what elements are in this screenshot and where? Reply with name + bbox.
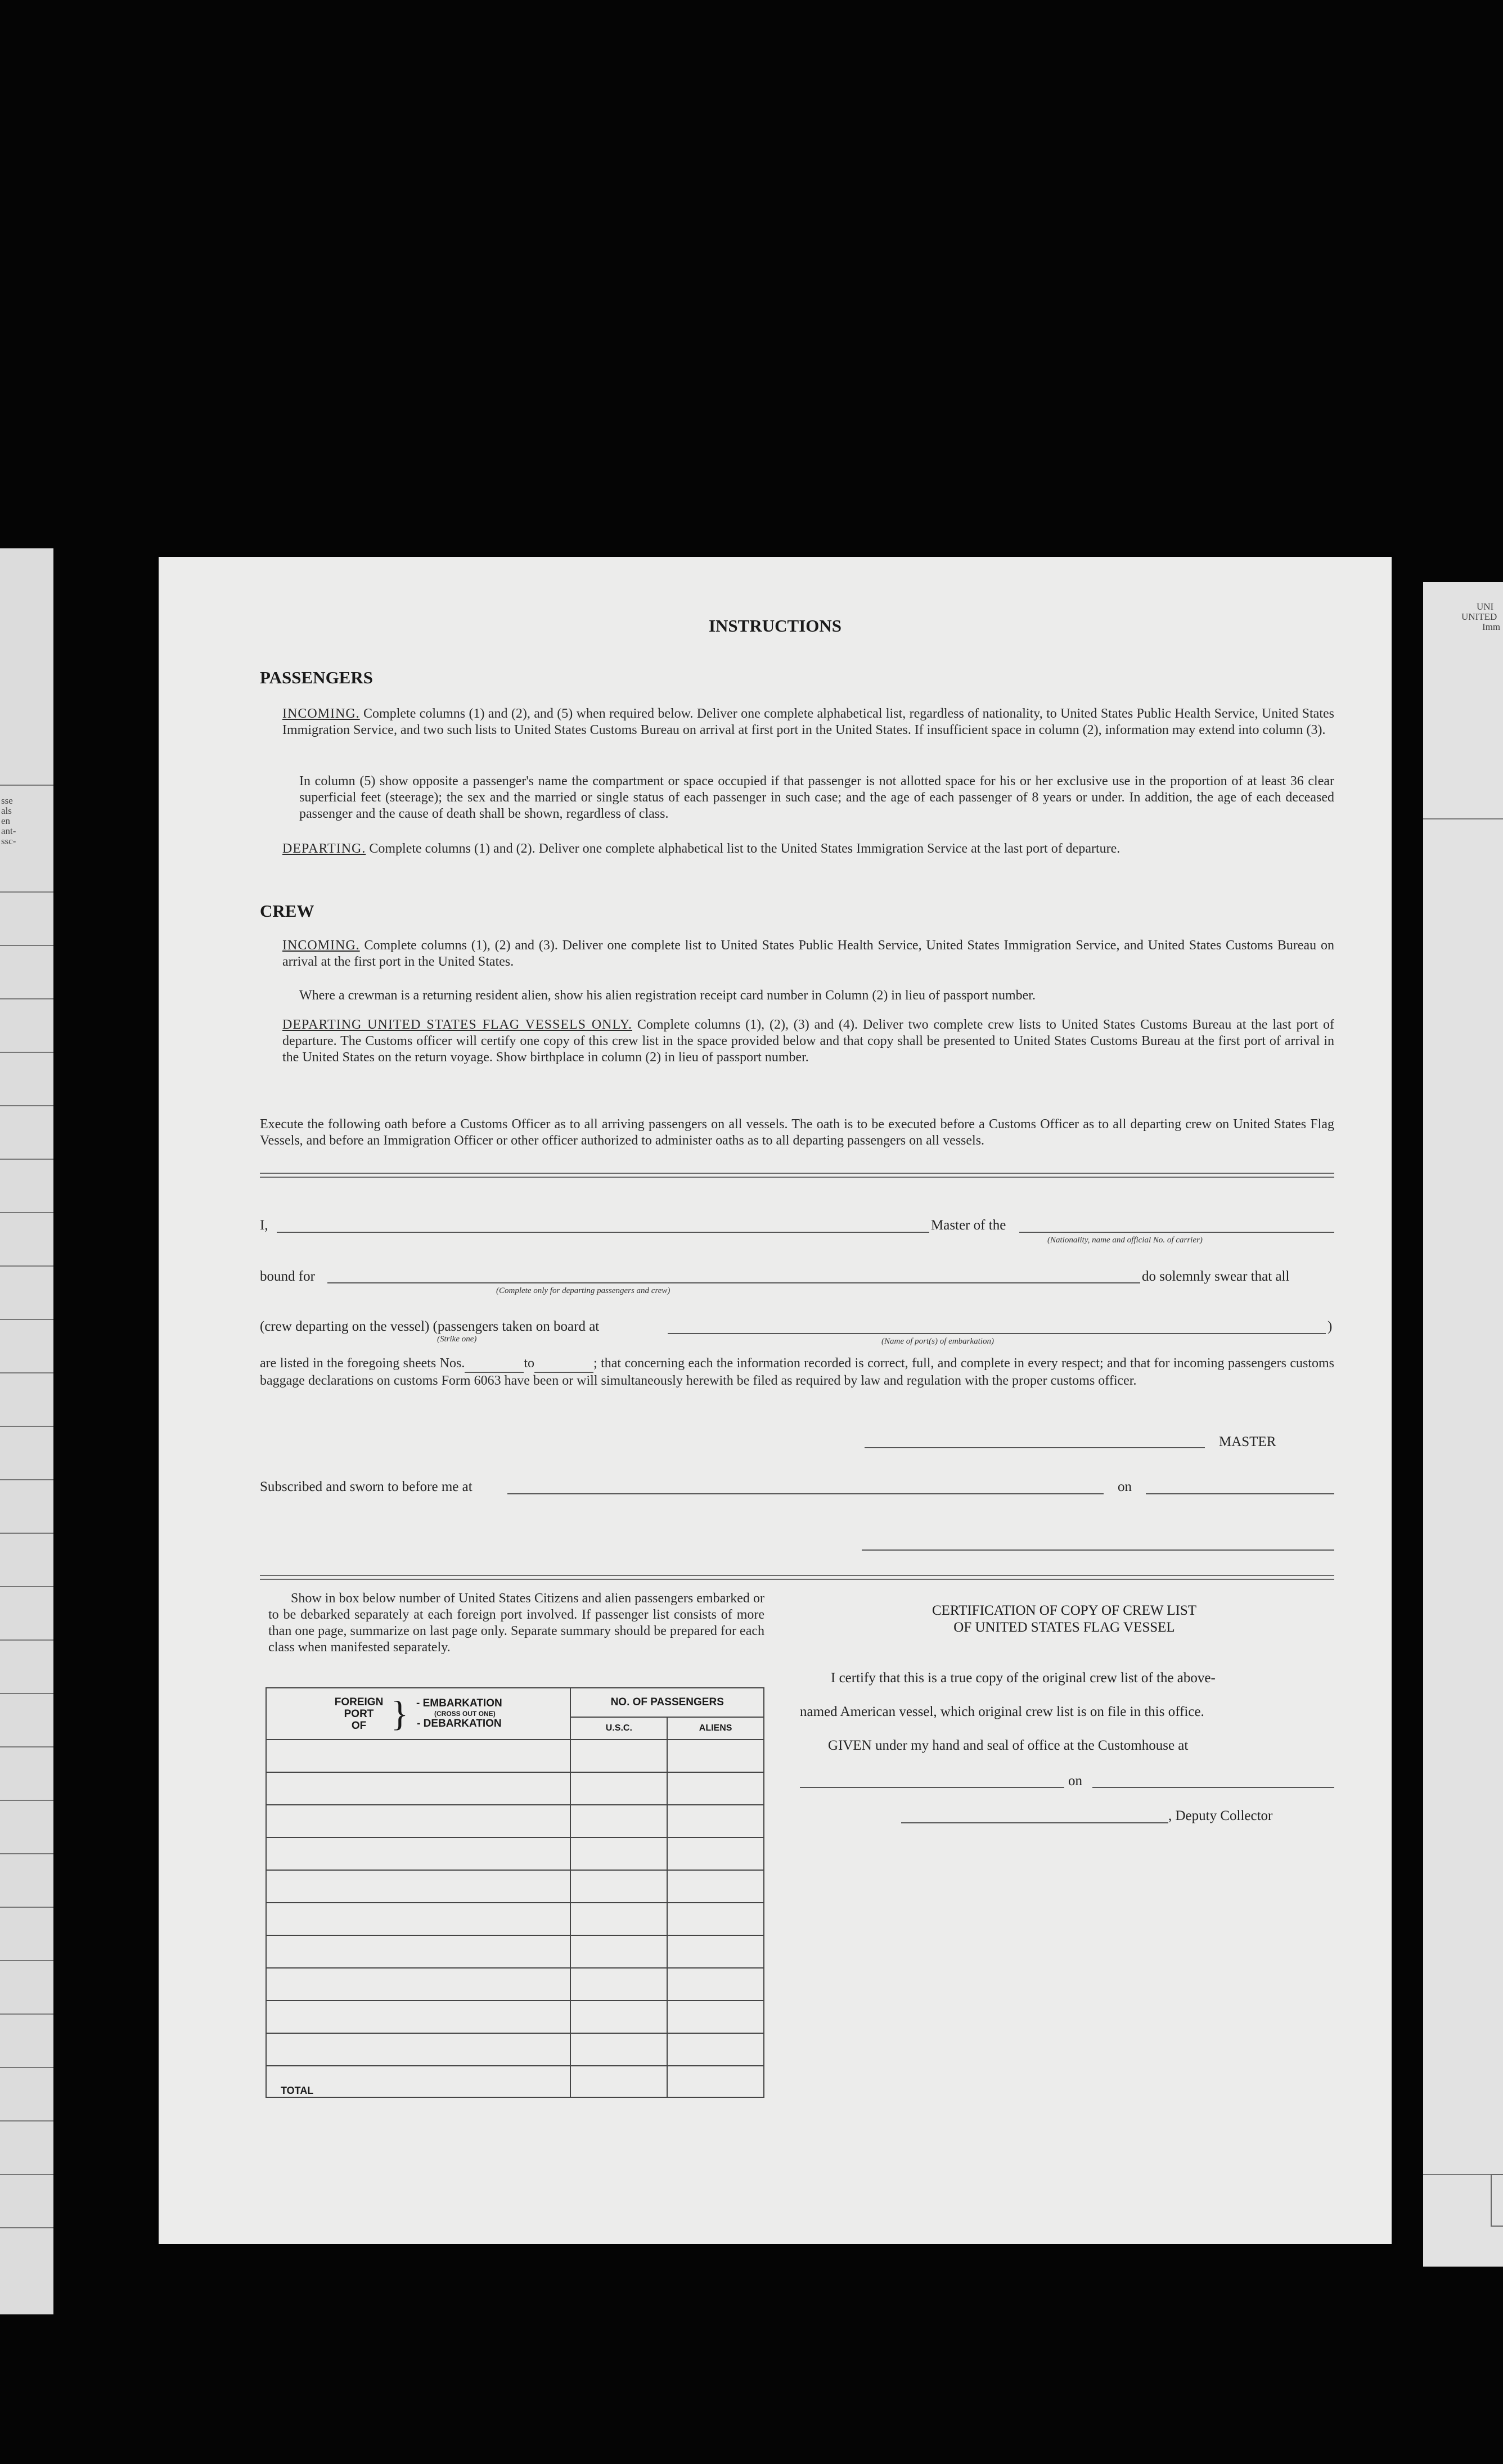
debarkation-header: - DEBARKATION <box>417 1718 502 1729</box>
port-cell[interactable] <box>266 1772 570 1805</box>
cross-out-note: (CROSS OUT ONE) <box>434 1710 496 1718</box>
close-paren: ) <box>1328 1319 1333 1334</box>
usc-cell[interactable] <box>570 1870 667 1903</box>
passengers-heading: PASSENGERS <box>260 668 373 687</box>
usc-cell[interactable] <box>570 1968 667 2001</box>
port-header-cell <box>266 1688 570 1740</box>
left-sheet-rule <box>0 1159 53 1160</box>
left-sheet-rule <box>0 1693 53 1694</box>
aliens-total-cell[interactable] <box>667 2066 764 2097</box>
left-sheet-rule <box>0 1800 53 1801</box>
left-sheet-rule <box>0 2174 53 2175</box>
usc-cell[interactable] <box>570 1772 667 1805</box>
left-sheet-rule <box>0 2120 53 2121</box>
port-cell[interactable] <box>266 1903 570 1935</box>
section-divider <box>260 1579 1334 1580</box>
certify-line1: I certify that this is a true copy of the original crew list of the above- <box>831 1670 1216 1686</box>
crew-departing-paragraph <box>282 1017 1334 1066</box>
oath-i-label: I, <box>260 1218 268 1233</box>
passengers-column5-paragraph: In column (5) show opposite a passenger's name the compartment or space occupied if that passenger is not allotted space for his or her exclusive use in the proportion of at least 36 clear superficial feet (steerage); the sex and the married or single status of each passenger in such case; and the age of each passenger of 8 years or under. In addition, the age of each deceased passenger and the cause of death shall be shown, regardless of class. <box>299 774 1334 821</box>
crew-incoming-label: INCOMING. <box>282 938 360 953</box>
usc-cell[interactable] <box>570 2001 667 2033</box>
to-word: to <box>524 1356 535 1371</box>
sworn-place-line[interactable] <box>507 1493 1104 1494</box>
cert-date-line[interactable] <box>1092 1787 1334 1788</box>
port-cell[interactable] <box>266 1870 570 1903</box>
total-label: TOTAL <box>266 2066 570 2097</box>
certification-title-line2: OF UNITED STATES FLAG VESSEL <box>953 1620 1175 1635</box>
crew-passengers-text: (crew departing on the vessel) (passengers taken on board at <box>260 1319 600 1334</box>
aliens-cell[interactable] <box>667 1772 764 1805</box>
right-sheet-box <box>1491 2174 1503 2227</box>
left-sheet-rule <box>0 2227 53 2228</box>
passengers-incoming-paragraph <box>282 706 1334 738</box>
sheet-from-line[interactable] <box>465 1355 524 1373</box>
left-sheet-rule <box>0 1319 53 1320</box>
right-sheet-fragment: UNI <box>1477 601 1494 612</box>
left-sheet-rule <box>0 891 53 893</box>
passengers-departing-text: Complete columns (1) and (2). Deliver one complete alphabetical list to the United States Immigration Service at the last port of departure. <box>366 841 1120 856</box>
listed-rest: ; that concerning each the information recorded is correct, full, and complete in every respect; and that for incoming passengers customs baggage declarations on customs Form 6063 have been or will simultaneously herewith be filed as required by law and regulation with the proper customs officer. <box>260 1356 1334 1388</box>
passengers-incoming-label: INCOMING. <box>282 706 360 721</box>
port-cell[interactable] <box>266 2001 570 2033</box>
certify-line2: named American vessel, which original crew list is on file in this office. <box>800 1704 1204 1719</box>
listed-prefix: are listed in the foregoing sheets Nos. <box>260 1356 465 1371</box>
aliens-cell[interactable] <box>667 1870 764 1903</box>
passengers-departing-label: DEPARTING. <box>282 841 366 856</box>
left-sheet-rule <box>0 1479 53 1480</box>
port-cell[interactable] <box>266 1740 570 1772</box>
sworn-date-line[interactable] <box>1146 1493 1334 1494</box>
left-sheet-rule <box>0 998 53 999</box>
aliens-cell[interactable] <box>667 1935 764 1968</box>
left-sheet-fragment: ant- <box>1 826 16 836</box>
master-of-label: Master of the <box>931 1218 1006 1233</box>
nationality-caption: (Nationality, name and official No. of carrier) <box>1047 1236 1203 1245</box>
usc-header: U.S.C. <box>570 1717 667 1740</box>
left-sheet-rule <box>0 945 53 946</box>
bound-for-line[interactable] <box>327 1282 1140 1283</box>
given-text: GIVEN under my hand and seal of office at the Customhouse at <box>828 1738 1189 1753</box>
left-sheet-rule <box>0 2067 53 2068</box>
port-cell[interactable] <box>266 1837 570 1870</box>
deputy-collector-label: , Deputy Collector <box>1168 1808 1273 1823</box>
crew-incoming-paragraph <box>282 938 1334 970</box>
aliens-cell[interactable] <box>667 1805 764 1837</box>
left-sheet-rule <box>0 1853 53 1854</box>
section-divider <box>260 1173 1334 1174</box>
port-cell[interactable] <box>266 1968 570 2001</box>
left-sheet-rule <box>0 1212 53 1213</box>
master-label: MASTER <box>1219 1434 1276 1449</box>
port-cell[interactable] <box>266 1935 570 1968</box>
left-sheet-rule <box>0 1533 53 1534</box>
left-sheet-fragment: ssc- <box>1 836 16 846</box>
aliens-cell[interactable] <box>667 1837 764 1870</box>
crew-departing-text: Complete columns (1), (2), (3) and (4). Deliver two complete crew lists to United States Customs Bureau at the last port of departure. The Customs officer will certify one copy of this crew list in the space provided below and that copy shall be presented to United States Customs Bureau at the first port of arrival in the United States on the return voyage. Show birthplace in column (2) in lieu of passport number. <box>282 1017 1334 1065</box>
crew-resident-paragraph: Where a crewman is a returning resident alien, show his alien registration receipt card number in Column (2) in lieu of passport number. <box>299 988 1036 1003</box>
passengers-departing-paragraph <box>282 841 1334 857</box>
sheet-to-line[interactable] <box>534 1355 593 1373</box>
left-sheet-fragment: en <box>1 816 11 826</box>
left-sheet-rule <box>0 1265 53 1267</box>
right-adjacent-sheet <box>1423 582 1503 2267</box>
master-signature-line[interactable] <box>865 1447 1205 1448</box>
port-cell[interactable] <box>266 1805 570 1837</box>
aliens-cell[interactable] <box>667 2001 764 2033</box>
section-divider <box>260 1575 1334 1576</box>
certification-title-line1: CERTIFICATION OF COPY OF CREW LIST <box>932 1603 1197 1618</box>
passengers-incoming-text: Complete columns (1) and (2), and (5) when required below. Deliver one complete alphabetical list, regardless of nationality, to United States Public Health Service, United States Immigration Service, and two such lists to United States Customs Bureau on arrival at first port in the United States. If insufficient space in column (2), information may extend into column (3). <box>282 706 1334 737</box>
crew-heading: CREW <box>260 901 314 921</box>
left-sheet-rule <box>0 1639 53 1641</box>
aliens-cell[interactable] <box>667 1968 764 2001</box>
port-cell[interactable] <box>266 2033 570 2066</box>
usc-cell[interactable] <box>570 1740 667 1772</box>
left-sheet-rule <box>0 1372 53 1373</box>
oath-instructions: Execute the following oath before a Customs Officer as to all arriving passengers on all vessels. The oath is to be executed before a Customs Officer as to all departing crew on United States Flag Vessels, and before an Immigration Officer or other officer authorized to administer oaths as to all departing passengers on all vessels. <box>260 1117 1334 1148</box>
brace: } <box>391 1693 409 1733</box>
instructions-title: INSTRUCTIONS <box>708 616 842 636</box>
officer-signature-line[interactable] <box>862 1549 1334 1551</box>
master-name-line[interactable] <box>277 1232 929 1233</box>
usc-cell[interactable] <box>570 1935 667 1968</box>
aliens-header: ALIENS <box>667 1717 764 1740</box>
complete-caption: (Complete only for departing passengers and crew) <box>496 1286 670 1295</box>
instructions-form-page <box>159 557 1392 2244</box>
left-sheet-rule <box>0 1586 53 1587</box>
usc-cell[interactable] <box>570 1903 667 1935</box>
deputy-signature-line[interactable] <box>901 1822 1168 1823</box>
swear-text: do solemnly swear that all <box>1142 1269 1290 1284</box>
embarkation-header: - EMBARKATION <box>416 1697 502 1709</box>
summary-instructions: Show in box below number of United States Citizens and alien passengers embarked or to be debarked separately at each foreign port involved. If passenger list consists of more than one page, summarize on last page only. Separate summary should be prepared for each class when manifested separately. <box>268 1591 764 1655</box>
left-sheet-fragment: sse <box>1 795 13 806</box>
usc-cell[interactable] <box>570 2033 667 2066</box>
bound-for-label: bound for <box>260 1269 315 1284</box>
crew-incoming-text: Complete columns (1), (2) and (3). Deliver one complete list to United States Public Health Service, United States Immigration Service, and United States Customs Bureau on arrival at the first port in the United States. <box>282 938 1334 969</box>
listed-paragraph <box>260 1355 1334 1389</box>
usc-cell[interactable] <box>570 1805 667 1837</box>
left-sheet-rule <box>0 785 53 786</box>
left-sheet-rule <box>0 1960 53 1961</box>
left-sheet-rule <box>0 1746 53 1747</box>
port-embarkation-line[interactable] <box>668 1333 1326 1334</box>
cert-on-label: on <box>1068 1773 1082 1789</box>
strike-one-caption: (Strike one) <box>437 1335 477 1344</box>
left-sheet-fragment: als <box>1 805 12 816</box>
foreign-port-header: FOREIGN PORT OF <box>334 1696 384 1732</box>
left-sheet-rule <box>0 1426 53 1427</box>
left-sheet-rule <box>0 1907 53 1908</box>
aliens-cell[interactable] <box>667 2033 764 2066</box>
customhouse-line[interactable] <box>800 1787 1064 1788</box>
passenger-summary-table <box>266 1687 764 2098</box>
section-divider <box>260 1177 1334 1178</box>
carrier-line[interactable] <box>1019 1232 1334 1233</box>
usc-total-cell[interactable] <box>570 2066 667 2097</box>
usc-cell[interactable] <box>570 1837 667 1870</box>
right-sheet-fragment: UNITED <box>1461 611 1497 622</box>
right-sheet-rule <box>1423 818 1503 819</box>
sworn-on-label: on <box>1118 1479 1132 1494</box>
left-sheet-rule <box>0 1052 53 1053</box>
no-passengers-header: NO. OF PASSENGERS <box>570 1688 764 1717</box>
left-adjacent-sheet <box>0 548 53 2314</box>
crew-departing-label: DEPARTING UNITED STATES FLAG VESSELS ONLY. <box>282 1017 632 1032</box>
aliens-cell[interactable] <box>667 1903 764 1935</box>
left-sheet-rule <box>0 1105 53 1106</box>
aliens-cell[interactable] <box>667 1740 764 1772</box>
left-sheet-rule <box>0 2013 53 2015</box>
right-sheet-fragment: Imm <box>1482 621 1501 632</box>
port-caption: (Name of port(s) of embarkation) <box>881 1337 994 1346</box>
subscribed-label: Subscribed and sworn to before me at <box>260 1479 472 1494</box>
